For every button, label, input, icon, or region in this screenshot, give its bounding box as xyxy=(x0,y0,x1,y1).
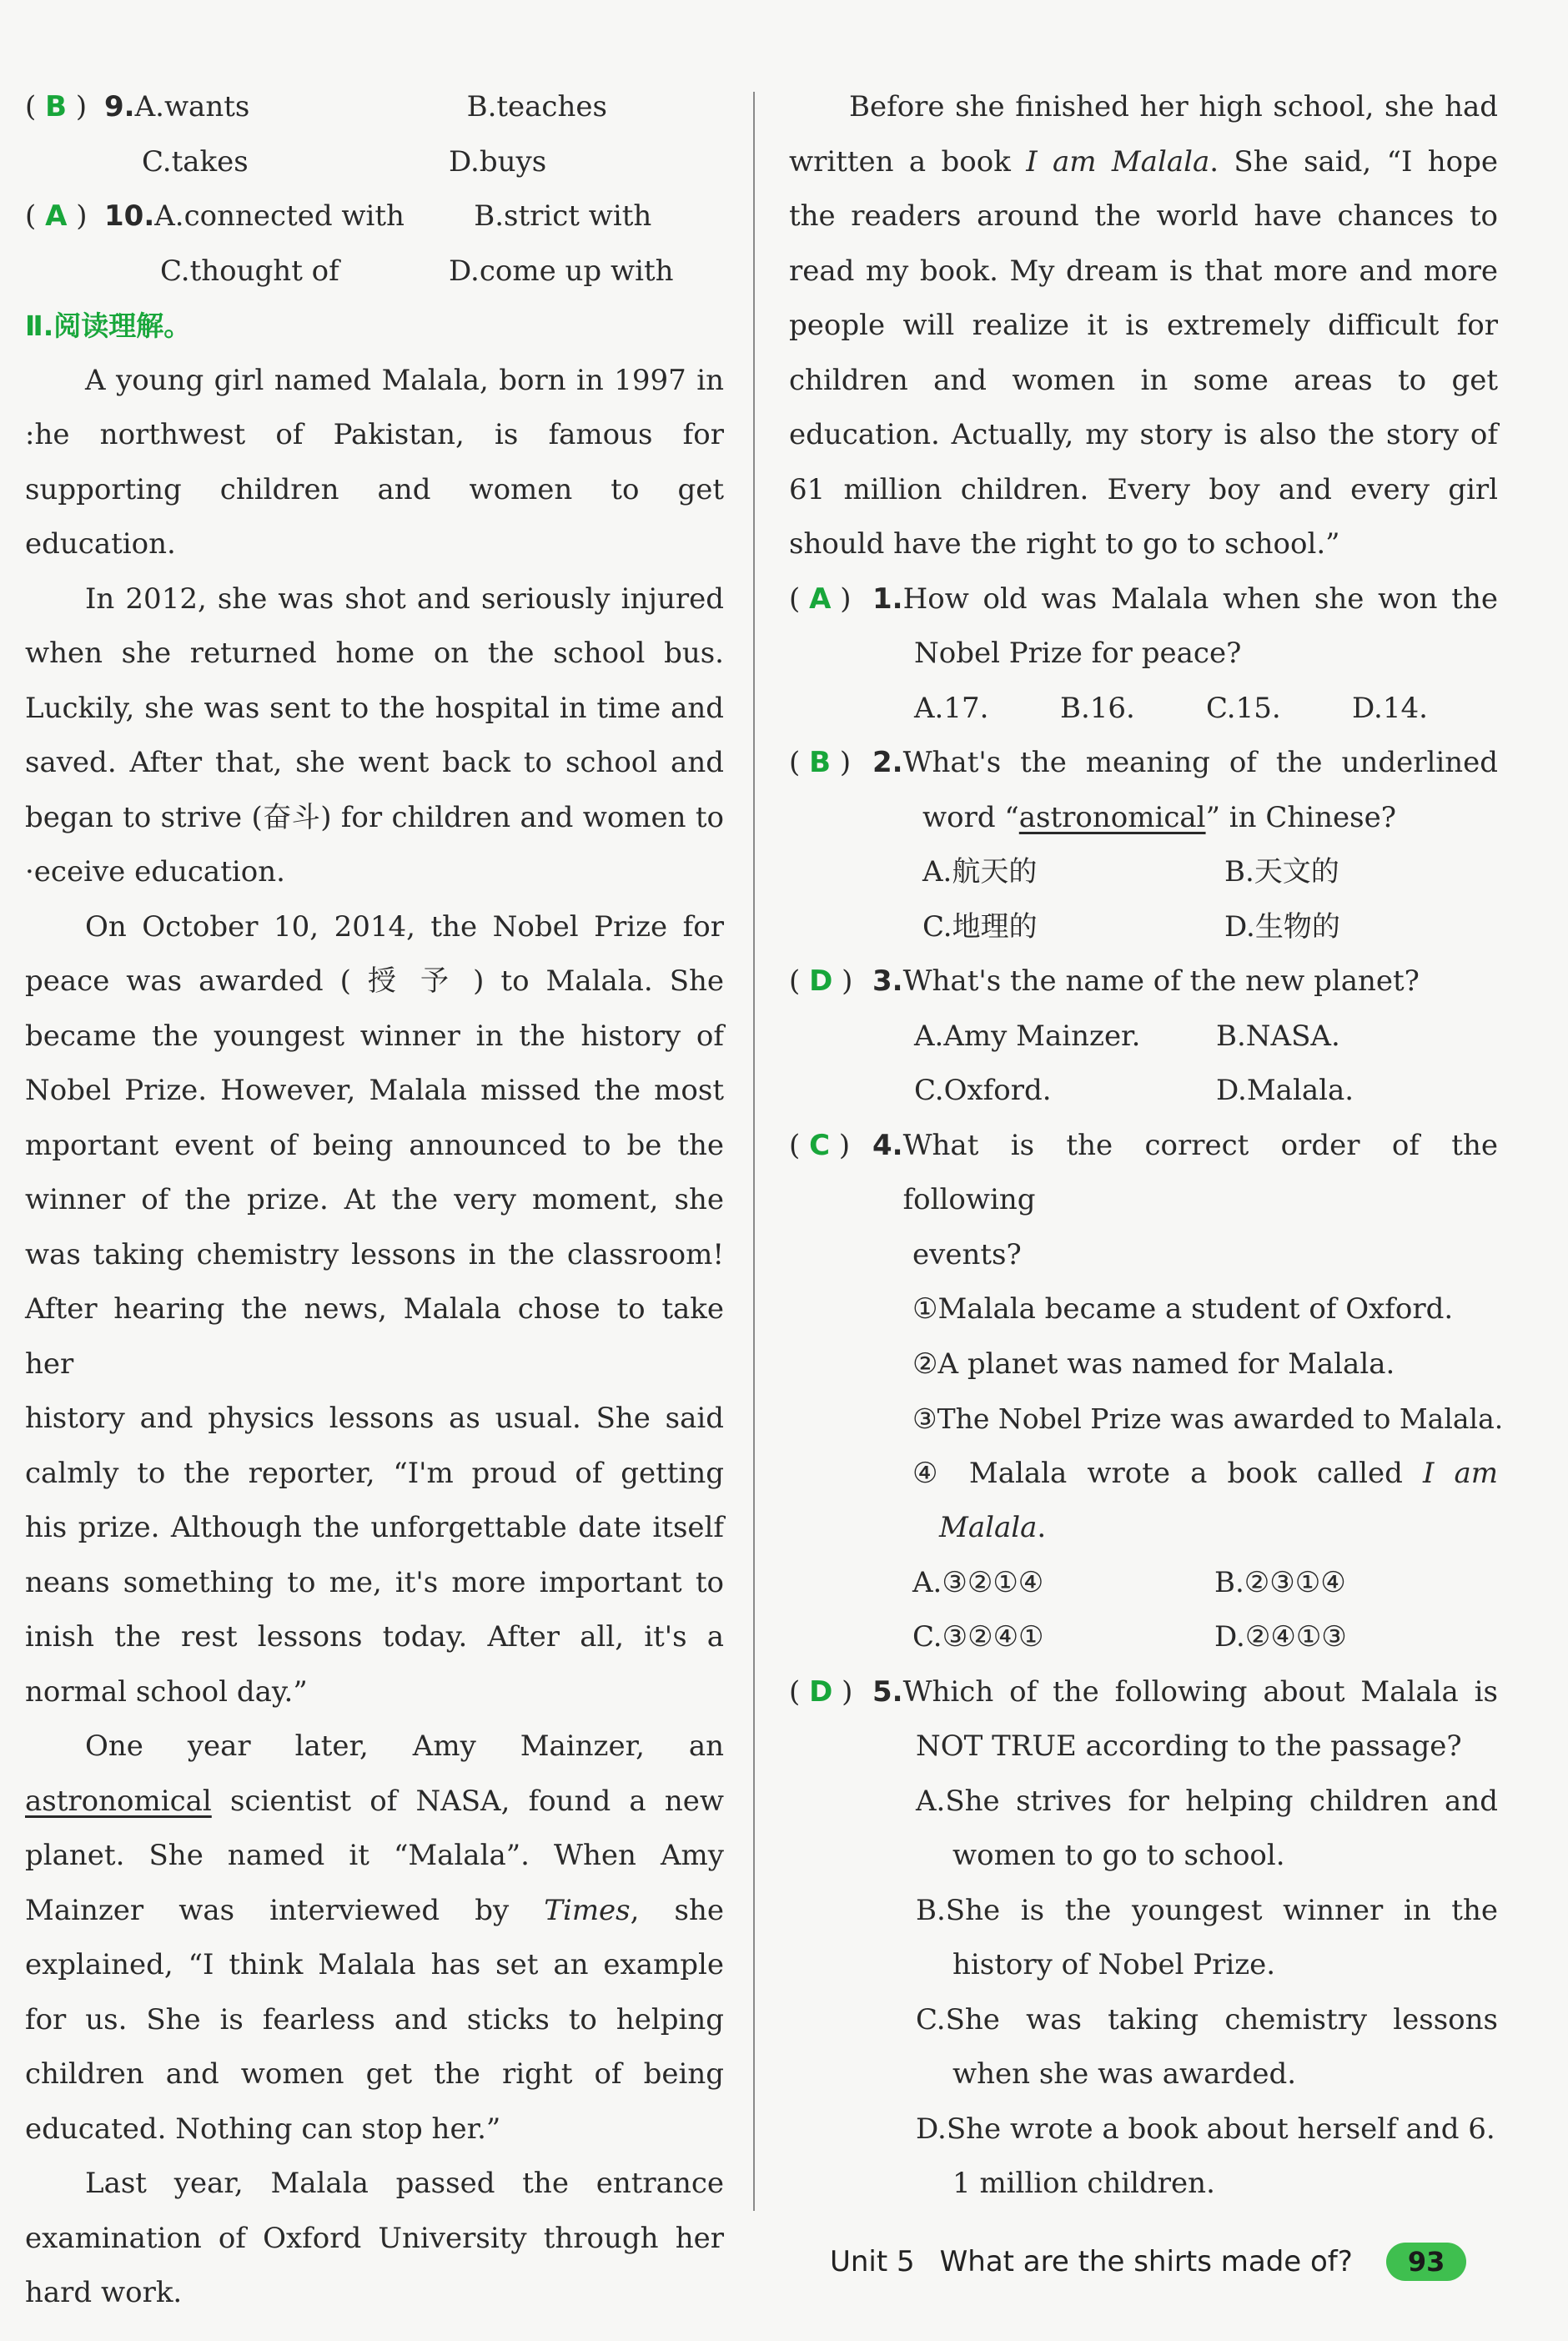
q1-options xyxy=(789,682,1498,737)
option-b: B.NASA. xyxy=(1216,1019,1340,1053)
option-c: C.Oxford. xyxy=(914,1074,1052,1107)
option-a: A.connected with xyxy=(154,199,405,233)
answer-q9: B xyxy=(45,90,67,123)
option-a: A.③②①④ xyxy=(912,1565,1044,1599)
answer-q5: D xyxy=(809,1674,833,1709)
passage-line: A young girl named Malala, born in 1997 in xyxy=(85,363,724,397)
passage-line: Before she finished her high school, she had xyxy=(849,90,1498,123)
option-a: A.17. xyxy=(914,691,989,725)
unit-title: What are the shirts made of? xyxy=(939,2245,1353,2278)
option-d: D.She wrote a book about herself and 6. xyxy=(916,2112,1495,2146)
question-3: ( D ) 3. What's the name of the new planet? xyxy=(789,964,1420,998)
option-b: B.teaches xyxy=(466,90,607,123)
option-c: C.15. xyxy=(1206,691,1281,725)
passage-line: normal school day.” xyxy=(25,1674,308,1709)
question-9-cd xyxy=(25,135,724,190)
option-d: D.come up with xyxy=(449,254,674,288)
left-column xyxy=(25,80,724,2321)
column-divider xyxy=(753,92,755,2211)
option-b: B.天文的 xyxy=(1224,855,1339,889)
option-a: A.航天的 xyxy=(922,855,1038,889)
question-2: ( B ) 2. What's the meaning of the underlined xyxy=(789,746,1498,779)
answer-q2: B xyxy=(809,746,831,779)
question-9: ( B ) 9. A.wants B.teaches xyxy=(25,80,724,135)
passage-line: should have the right to go to school.” xyxy=(789,527,1340,561)
passage-line: for us. She is fearless and sticks to helping xyxy=(25,2002,724,2036)
passage-line: astronomical scientist of NASA, found a new xyxy=(25,1784,724,1818)
option-c: C.takes xyxy=(142,144,249,179)
option-d: D.14. xyxy=(1352,691,1428,725)
section-title: Ⅱ.阅读理解。 xyxy=(25,310,192,342)
option-d: D.②④①③ xyxy=(1214,1620,1347,1654)
option-a: A.She strives for helping children and xyxy=(916,1784,1498,1818)
question-4: ( C ) 4. What is the correct order of the following xyxy=(789,1128,1498,1216)
unit-label: Unit 5 xyxy=(830,2245,915,2278)
passage-line: children and women get the right of being xyxy=(25,2057,724,2091)
passage-line: examination of Oxford University through her xyxy=(25,2221,724,2255)
passage-line: In 2012, she was shot and seriously injured xyxy=(85,581,724,616)
passage-line: saved. After that, she went back to school and xyxy=(25,746,724,779)
passage-line: mportant event of being announced to be the xyxy=(25,1128,724,1162)
passage-line: his prize. Although the unforgettable date itself xyxy=(25,1511,724,1544)
passage-line: planet. She named it “Malala”. When Amy xyxy=(25,1839,724,1872)
passage-line: began to strive (奋斗) for children and women to xyxy=(25,800,724,834)
passage-line: when she returned home on the school bus. xyxy=(25,637,724,670)
answer-q10: A xyxy=(45,199,68,233)
option-d: D.生物的 xyxy=(1224,909,1340,944)
question-10: ( A ) 10. A.connected with B.strict with xyxy=(25,189,724,244)
question-10-cd xyxy=(25,244,724,300)
passage-line: neans something to me, it's more important to xyxy=(25,1565,724,1599)
passage-line: the readers around the world have chances to xyxy=(789,199,1498,233)
passage-line: supporting children and women to get education. xyxy=(25,472,724,561)
answer-q3: D xyxy=(809,964,833,998)
passage-line: 61 million children. Every boy and every girl xyxy=(789,472,1498,506)
passage-line: inish the rest lessons today. After all, it's a xyxy=(25,1620,724,1654)
passage-line: became the youngest winner in the history of xyxy=(25,1019,724,1053)
option-b: B.16. xyxy=(1060,691,1135,725)
passage-line: After hearing the news, Malala chose to take her xyxy=(25,1292,724,1381)
passage-line: peace was awarded ( 授 予 ) to Malala. She xyxy=(25,964,724,998)
option-d: D.buys xyxy=(449,144,547,179)
passage-line: One year later, Amy Mainzer, an xyxy=(85,1729,724,1763)
passage-line: ·eceive education. xyxy=(25,855,285,889)
underlined-word: astronomical xyxy=(25,1784,212,1818)
right-column: Before she finished her high school, she had written a book I am Malala. She said, “I hope the readers around the world have chances to read my book. My dream is that more and more people will realize it is extremely difficult for children and women in some areas to get education. Actually, my story is also the story of 61 million children. Every boy and every girl should have the right to go to school.” ( A ) 1. How old was Malala when she won the Nobel Prize for peace? A.17. B.16. C.15. D.14. ( B ) 2. What's the meaning of the underlined word “astronomical” in Chinese? A.航天的 B.天文的 C.地理的 D.生物的 ( D ) 3. What's the name of the new planet? A.Amy Mainzer. B.NASA. C.Oxford. D.Malala. ( C ) 4. What is the correct order of the following events? ①Malala became a student of Oxford. ②A planet was named for Malala. ③The Nobel Prize was awarded to Malala. ④ Malala wrote a book called I am Malala. A.③②①④ B.②③①④ C.③②④① D.②④①③ ( D ) 5. Which of the following about Malala is NOT TRUE according to the passage? A.She strives for helping children and women to go to school. B.She is the youngest winner in the history of Nobel Prize. C.She was taking chemistry lessons when she was awarded. D.She wrote a book about herself and 6. 1 million children. xyxy=(789,80,1498,2212)
option-b: B.②③①④ xyxy=(1214,1565,1346,1599)
option-c: C.thought of xyxy=(160,254,339,288)
option-a: A.Amy Mainzer. xyxy=(914,1019,1141,1053)
passage-line: children and women in some areas to get xyxy=(789,363,1498,397)
passage-line: winner of the prize. At the very moment, she xyxy=(25,1183,724,1216)
passage-line: Luckily, she was sent to the hospital in time and xyxy=(25,691,724,725)
passage-line: history and physics lessons as usual. She said xyxy=(25,1402,724,1435)
question-1: ( A ) 1. How old was Malala when she won the xyxy=(789,581,1498,616)
question-5: ( D ) 5. Which of the following about Malala is xyxy=(789,1674,1498,1709)
passage-line: written a book I am Malala. She said, “I hope xyxy=(789,144,1499,179)
passage-left xyxy=(25,354,724,1720)
page-footer xyxy=(830,2243,1466,2281)
option-c: C.地理的 xyxy=(922,909,1038,944)
answer-q4: C xyxy=(809,1128,831,1162)
option-a: A.wants xyxy=(134,90,250,123)
passage-line: hard work. xyxy=(25,2276,183,2309)
passage-line: was taking chemistry lessons in the classroom! xyxy=(25,1237,724,1271)
passage-line: read my book. My dream is that more and more xyxy=(789,254,1498,288)
answer-q1: A xyxy=(809,581,832,616)
option-c: C.③②④① xyxy=(912,1620,1044,1654)
passage-line: Mainzer was interviewed by Times, she xyxy=(25,1893,724,1927)
passage-line: Nobel Prize. However, Malala missed the most xyxy=(25,1074,724,1107)
book-title: I am Malala xyxy=(1026,144,1210,179)
passage-line: people will realize it is extremely difficult for xyxy=(789,309,1498,342)
page-number: 93 xyxy=(1386,2243,1467,2281)
option-b: B.She is the youngest winner in the xyxy=(916,1893,1498,1927)
passage-line: explained, “I think Malala has set an example xyxy=(25,1948,724,1981)
option-d: D.Malala. xyxy=(1216,1074,1354,1107)
option-b: B.strict with xyxy=(474,199,652,233)
option-c: C.She was taking chemistry lessons xyxy=(916,2002,1498,2036)
passage-line: Last year, Malala passed the entrance xyxy=(85,2167,724,2200)
passage-line: educated. Nothing can stop her.” xyxy=(25,2112,501,2146)
passage-line: On October 10, 2014, the Nobel Prize for xyxy=(85,909,724,944)
passage-line: education. Actually, my story is also the story of xyxy=(789,418,1498,451)
passage-line: calmly to the reporter, “I'm proud of getting xyxy=(25,1456,724,1490)
passage-line: :he northwest of Pakistan, is famous for xyxy=(25,418,724,451)
